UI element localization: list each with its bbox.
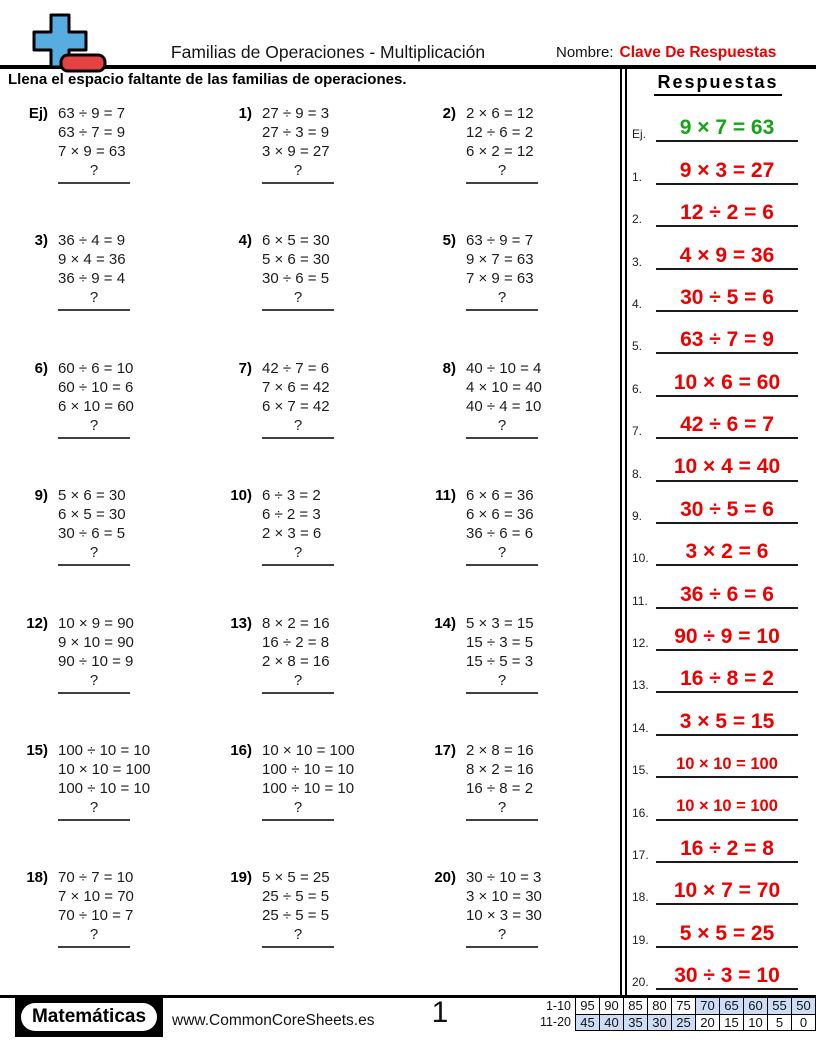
problem: [204, 605, 408, 732]
problem: [204, 95, 408, 222]
equation-line: 27 ÷ 3 = 9: [262, 124, 330, 141]
grade-cell: 55: [768, 998, 792, 1015]
equation-line: 3 × 10 = 30: [466, 888, 542, 906]
missing-fact-blank: ?: [58, 544, 130, 566]
problem: [0, 859, 204, 986]
equation-line: 8 × 2 = 16: [262, 614, 330, 632]
page-title: Familias de Operaciones - Multiplicación: [170, 42, 486, 62]
problem-body: [466, 359, 542, 439]
equation-line: 100 ÷ 10 = 10: [262, 760, 355, 778]
equation-line: 70 ÷ 7 = 10: [58, 869, 134, 887]
problem-body: [262, 614, 334, 694]
problem: [408, 477, 612, 604]
grade-cell: 35: [624, 1014, 648, 1031]
answer-value: 30 ÷ 3 = 10: [656, 965, 798, 990]
problem-number: 1): [238, 105, 252, 122]
equation-line: 42 ÷ 7 = 6: [262, 359, 330, 377]
grade-cell: 85: [624, 998, 648, 1015]
answer-label: 5.: [632, 339, 643, 354]
answer-label: 12.: [632, 636, 649, 651]
equation-line: 6 × 6 = 36: [466, 506, 534, 524]
grade-cell: 30: [648, 1014, 672, 1031]
problem-body: [466, 741, 538, 821]
answers-divider: [620, 69, 627, 996]
problem: [408, 95, 612, 222]
answer-row: [632, 100, 798, 142]
answer-label: 15.: [632, 763, 649, 778]
website-url: www.CommonCoreSheets.es: [172, 1012, 375, 1029]
answer-label: 19.: [632, 932, 649, 947]
answer-value: 3 × 5 = 15: [656, 711, 798, 736]
problem: [204, 732, 408, 859]
answer-label: 1.: [632, 169, 643, 184]
problem: [408, 732, 612, 859]
problem-number: 9): [34, 487, 48, 505]
equation-line: 16 ÷ 8 = 2: [466, 779, 534, 797]
answer-value: 90 ÷ 9 = 10: [656, 626, 798, 651]
answer-value: 16 ÷ 2 = 8: [656, 838, 798, 863]
grade-cell: 25: [672, 1014, 696, 1031]
grade-cell: 5: [768, 1014, 792, 1031]
problem-body: [58, 486, 130, 566]
equation-line: 6 × 7 = 42: [262, 397, 330, 415]
answer-label: 8.: [632, 466, 643, 481]
grade-cell: 75: [672, 998, 696, 1015]
problem: [0, 732, 204, 859]
grade-row2-label: 11-20: [539, 1015, 571, 1030]
equation-line: 9 × 7 = 63: [466, 251, 534, 269]
answer-value: 30 ÷ 5 = 6: [656, 287, 798, 312]
minus-icon: [61, 55, 105, 71]
instruction-text: Llena el espacio faltante de las familias de operaciones.: [8, 71, 407, 88]
problem-number: 2): [442, 105, 456, 122]
answer-row: [632, 312, 798, 354]
answer-label: 7.: [632, 424, 643, 439]
answer-row: [632, 948, 798, 990]
problem-body: [466, 104, 538, 184]
equation-line: 2 × 6 = 12: [466, 105, 534, 122]
problem-number: 8): [442, 359, 456, 377]
problem-body: [58, 741, 151, 821]
answer-row: [632, 482, 798, 524]
answer-value: 10 × 10 = 100: [656, 756, 798, 778]
problem-body: [466, 614, 538, 694]
equation-line: 2 × 8 = 16: [262, 652, 330, 670]
problem: [204, 222, 408, 349]
equation-line: 70 ÷ 10 = 7: [58, 907, 134, 925]
equation-line: 6 × 2 = 12: [466, 143, 534, 160]
equation-line: 9 × 4 = 36: [58, 251, 126, 269]
equation-line: 5 × 6 = 30: [58, 487, 126, 505]
missing-fact-blank: ?: [466, 544, 538, 566]
problem: [204, 350, 408, 477]
answer-row: [632, 566, 798, 608]
problem: [0, 350, 204, 477]
equation-line: 100 ÷ 10 = 10: [58, 741, 151, 759]
equation-line: 5 × 6 = 30: [262, 251, 330, 269]
equation-line: 2 × 3 = 6: [262, 525, 322, 543]
answer-label: 13.: [632, 678, 649, 693]
answer-value: 30 ÷ 5 = 6: [656, 499, 798, 524]
equation-line: 30 ÷ 10 = 3: [466, 869, 542, 887]
equation-line: 6 × 6 = 36: [466, 487, 534, 505]
grade-cell: 90: [600, 998, 624, 1015]
problem: [408, 350, 612, 477]
equation-line: 27 ÷ 9 = 3: [262, 105, 330, 122]
problem: [408, 605, 612, 732]
grading-table: [531, 997, 816, 1031]
answer-value: 16 ÷ 8 = 2: [656, 668, 798, 693]
equation-line: 12 ÷ 6 = 2: [466, 124, 534, 141]
grade-cell: 65: [720, 998, 744, 1015]
equation-line: 40 ÷ 10 = 4: [466, 359, 542, 377]
answer-value: 9 × 7 = 63: [656, 117, 798, 142]
grade-cell: 40: [600, 1014, 624, 1031]
equation-line: 60 ÷ 10 = 6: [58, 378, 134, 396]
answer-row: [632, 778, 798, 820]
brand-name: Matemáticas: [21, 1003, 157, 1031]
equation-line: 8 × 2 = 16: [466, 760, 534, 778]
equation-line: 7 × 9 = 63: [58, 143, 126, 160]
answer-value: 5 × 5 = 25: [656, 923, 798, 948]
problem-number: 11): [435, 487, 456, 505]
answer-row: [632, 905, 798, 947]
answer-label: 3.: [632, 254, 643, 269]
grade-row1-label: 1-10: [545, 998, 571, 1013]
grade-row-2: [531, 1014, 816, 1031]
missing-fact-blank: ?: [466, 799, 538, 821]
answer-value: 3 × 2 = 6: [656, 541, 798, 566]
answer-row: [632, 354, 798, 396]
answer-label: Ej.: [632, 127, 647, 142]
equation-line: 6 × 5 = 30: [58, 506, 126, 524]
answer-value: 4 × 9 = 36: [656, 245, 798, 270]
answer-label: 14.: [632, 720, 649, 735]
answer-label: 9.: [632, 508, 643, 523]
answer-label: 16.: [632, 805, 649, 820]
problem-body: [58, 868, 134, 948]
equation-line: 25 ÷ 5 = 5: [262, 888, 330, 906]
problem-body: [58, 614, 134, 694]
grade-cell: 0: [792, 1014, 816, 1031]
problem-number: 6): [34, 359, 48, 377]
equation-line: 4 × 10 = 40: [466, 378, 542, 396]
equation-line: 15 ÷ 3 = 5: [466, 633, 534, 651]
grade-cell: 50: [792, 998, 816, 1015]
equation-line: 30 ÷ 6 = 5: [262, 270, 330, 288]
problem-body: [466, 486, 538, 566]
equation-line: 100 ÷ 10 = 10: [262, 779, 355, 797]
page-number: 1: [431, 996, 449, 1029]
missing-fact-blank: ?: [58, 162, 130, 184]
equation-line: 10 × 10 = 100: [58, 760, 151, 778]
equation-line: 10 × 3 = 30: [466, 907, 542, 925]
answer-row: [632, 227, 798, 269]
problem-number: 14): [434, 614, 456, 632]
answer-label: 2.: [632, 212, 643, 227]
missing-fact-blank: ?: [466, 926, 538, 948]
grade-cell: 70: [696, 998, 720, 1015]
problem-number: Ej): [28, 105, 48, 122]
missing-fact-blank: ?: [466, 162, 538, 184]
equation-line: 6 ÷ 3 = 2: [262, 487, 321, 505]
equation-line: 6 ÷ 2 = 3: [262, 506, 321, 524]
problem-body: [58, 104, 130, 184]
name-label: Nombre:: [556, 44, 614, 61]
problem-number: 4): [238, 232, 252, 250]
answer-row: [632, 142, 798, 184]
missing-fact-blank: ?: [262, 926, 334, 948]
equation-line: 100 ÷ 10 = 10: [58, 779, 151, 797]
problem-number: 16): [230, 741, 252, 759]
answer-row: [632, 270, 798, 312]
problem: [0, 477, 204, 604]
answer-value: 10 × 6 = 60: [656, 372, 798, 397]
missing-fact-blank: ?: [262, 417, 334, 439]
grade-cell: 95: [576, 998, 600, 1015]
missing-fact-blank: ?: [466, 672, 538, 694]
problem-number: 13): [230, 614, 252, 632]
problem-body: [262, 486, 334, 566]
answer-value: 9 × 3 = 27: [656, 160, 798, 185]
answer-row: [632, 397, 798, 439]
equation-line: 5 × 5 = 25: [262, 869, 330, 887]
answer-label: 11.: [632, 593, 648, 608]
grade-cell: 45: [576, 1014, 600, 1031]
equation-line: 36 ÷ 9 = 4: [58, 270, 126, 288]
missing-fact-blank: ?: [58, 417, 130, 439]
problem: [408, 859, 612, 986]
answer-label: 17.: [632, 848, 649, 863]
answer-row: [632, 693, 798, 735]
missing-fact-blank: ?: [58, 289, 130, 311]
problem: [408, 222, 612, 349]
missing-fact-blank: ?: [466, 289, 538, 311]
answer-row: [632, 185, 798, 227]
grade-cell: 10: [744, 1014, 768, 1031]
equation-line: 7 × 6 = 42: [262, 378, 330, 396]
equation-line: 16 ÷ 2 = 8: [262, 633, 330, 651]
missing-fact-blank: ?: [262, 162, 334, 184]
name-row: [556, 44, 776, 62]
answer-row: [632, 651, 798, 693]
answer-value: 10 × 4 = 40: [656, 456, 798, 481]
answer-row: [632, 524, 798, 566]
equation-line: 60 ÷ 6 = 10: [58, 359, 134, 377]
problem-number: 7): [238, 359, 252, 377]
problem-body: [466, 868, 542, 948]
answer-value: 12 ÷ 2 = 6: [656, 202, 798, 227]
brand-badge: [15, 997, 163, 1037]
missing-fact-blank: ?: [262, 544, 334, 566]
name-value: Clave De Respuestas: [619, 44, 777, 61]
answer-row: [632, 736, 798, 778]
equation-line: 40 ÷ 4 = 10: [466, 397, 542, 415]
answer-row: [632, 609, 798, 651]
equation-line: 5 × 3 = 15: [466, 614, 534, 632]
answer-row: [632, 863, 798, 905]
grade-cell: 20: [696, 1014, 720, 1031]
equation-line: 15 ÷ 5 = 3: [466, 652, 534, 670]
equation-line: 7 × 10 = 70: [58, 888, 134, 906]
equation-line: 63 ÷ 7 = 9: [58, 124, 126, 141]
equation-line: 36 ÷ 6 = 6: [466, 525, 534, 543]
equation-line: 10 × 9 = 90: [58, 614, 134, 632]
answers-header: [632, 72, 804, 96]
answer-row: [632, 821, 798, 863]
equation-line: 63 ÷ 9 = 7: [58, 105, 126, 122]
problem-number: 5): [442, 232, 456, 250]
problem-number: 20): [434, 869, 456, 887]
problem-number: 10): [230, 487, 252, 505]
problem-body: [262, 868, 334, 948]
equation-line: 10 × 10 = 100: [262, 741, 355, 759]
equation-line: 6 × 5 = 30: [262, 232, 330, 250]
problem-body: [262, 359, 334, 439]
answer-value: 63 ÷ 7 = 9: [656, 329, 798, 354]
equation-line: 90 ÷ 10 = 9: [58, 652, 134, 670]
answer-label: 10.: [632, 551, 649, 566]
equation-line: 63 ÷ 9 = 7: [466, 232, 534, 250]
problem-number: 19): [230, 869, 252, 887]
answer-label: 18.: [632, 890, 649, 905]
grade-cell: 15: [720, 1014, 744, 1031]
missing-fact-blank: ?: [58, 926, 130, 948]
grade-row-1: [531, 998, 816, 1015]
problem-body: [262, 104, 334, 184]
problem: [0, 95, 204, 222]
problems-grid: [0, 95, 612, 987]
problem-number: 18): [26, 869, 48, 887]
brand-logo: [28, 12, 110, 76]
equation-line: 2 × 8 = 16: [466, 741, 534, 759]
answer-label: 6.: [632, 381, 643, 396]
equation-line: 30 ÷ 6 = 5: [58, 525, 126, 543]
answer-value: 10 × 7 = 70: [656, 880, 798, 905]
problem: [0, 222, 204, 349]
answer-value: 42 ÷ 6 = 7: [656, 414, 798, 439]
equation-line: 6 × 10 = 60: [58, 397, 134, 415]
answer-label: 20.: [632, 975, 649, 990]
missing-fact-blank: ?: [58, 799, 130, 821]
problem-number: 12): [26, 614, 48, 632]
answers-title: Respuestas: [654, 72, 781, 96]
equation-line: 3 × 9 = 27: [262, 143, 330, 160]
problem-body: [58, 231, 130, 311]
missing-fact-blank: ?: [262, 672, 334, 694]
equation-line: 25 ÷ 5 = 5: [262, 907, 330, 925]
problem: [204, 859, 408, 986]
header-divider: [0, 65, 816, 69]
equation-line: 7 × 9 = 63: [466, 270, 534, 288]
grade-cell: 80: [648, 998, 672, 1015]
problem: [0, 605, 204, 732]
problem-body: [262, 741, 355, 821]
problem-number: 3): [34, 232, 48, 250]
answers-list: [632, 100, 798, 990]
problem-body: [466, 231, 538, 311]
problem-number: 17): [434, 741, 456, 759]
problem-body: [262, 231, 334, 311]
missing-fact-blank: ?: [262, 799, 334, 821]
answer-row: [632, 439, 798, 481]
problem-body: [58, 359, 134, 439]
answer-value: 36 ÷ 6 = 6: [656, 584, 798, 609]
equation-line: 9 × 10 = 90: [58, 633, 134, 651]
grade-cell: 60: [744, 998, 768, 1015]
answer-label: 4.: [632, 296, 643, 311]
missing-fact-blank: ?: [466, 417, 538, 439]
answer-value: 10 × 10 = 100: [656, 798, 798, 820]
equation-line: 36 ÷ 4 = 9: [58, 232, 126, 250]
problem-number: 15): [26, 741, 48, 759]
problem: [204, 477, 408, 604]
missing-fact-blank: ?: [58, 672, 130, 694]
missing-fact-blank: ?: [262, 289, 334, 311]
